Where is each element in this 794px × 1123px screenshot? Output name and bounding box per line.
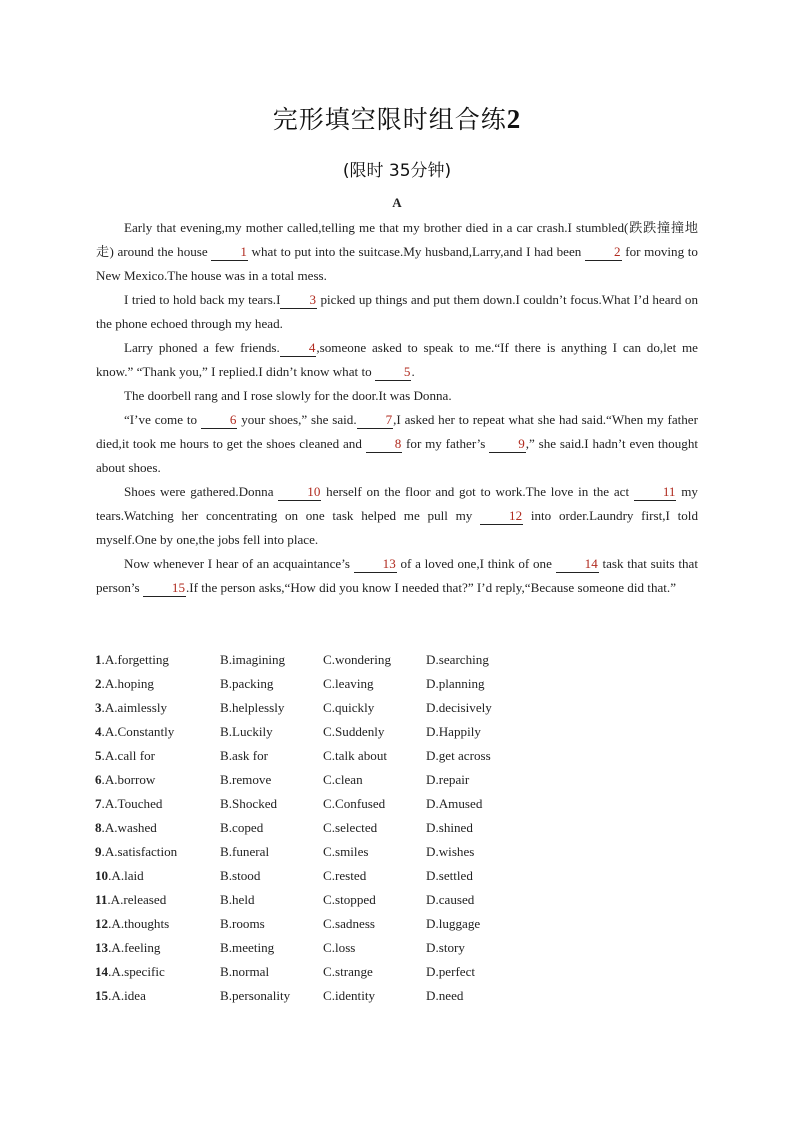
blank-5: 5 [375, 364, 412, 381]
blank-15: 15 [143, 580, 186, 597]
option-c: C.loss [323, 940, 356, 955]
question-number: 2 [95, 676, 102, 691]
question-row [95, 816, 536, 840]
option-c: C.stopped [323, 892, 376, 907]
option-b: B.coped [220, 820, 264, 835]
option-d: D.Amused [426, 796, 483, 811]
option-a: .A.washed [101, 820, 157, 835]
blank-13: 13 [354, 556, 397, 573]
section-label: A [392, 195, 402, 210]
option-b: B.Shocked [220, 796, 278, 811]
paragraph-1: Early that evening,my mother called,telling me that my brother died in a car crash.I stumbled(跌跌撞撞地走) around the house 1 what to put into the suitcase.My husband,Larry,and I had been 2 for moving to New Mexico.The house was in a total mess. [96, 220, 698, 283]
option-b: B.imagining [220, 652, 286, 667]
option-c: C.quickly [323, 700, 375, 715]
option-b: B.funeral [220, 844, 270, 859]
option-a: .A.Touched [101, 796, 163, 811]
question-number: 1 [95, 652, 102, 667]
paragraph-4: The doorbell rang and I rose slowly for the door.It was Donna. [124, 388, 452, 403]
option-c: C.clean [323, 772, 363, 787]
option-d: D.story [426, 940, 465, 955]
question-number: 6 [95, 772, 102, 787]
option-d: D.get across [426, 748, 491, 763]
option-c: C.Suddenly [323, 724, 385, 739]
option-d: D.wishes [426, 844, 475, 859]
option-c: C.wondering [323, 652, 392, 667]
option-c: C.rested [323, 868, 367, 883]
question-row [95, 720, 536, 744]
option-d: D.searching [426, 652, 489, 667]
blank-9: 9 [489, 436, 526, 453]
question-number: 13 [95, 940, 109, 955]
blank-6: 6 [201, 412, 238, 429]
option-a: .A.aimlessly [101, 700, 168, 715]
option-d: D.repair [426, 772, 470, 787]
option-b: B.rooms [220, 916, 265, 931]
option-a: .A.borrow [101, 772, 156, 787]
option-b: B.ask for [220, 748, 269, 763]
option-b: B.meeting [220, 940, 275, 955]
option-a: .A.released [107, 892, 167, 907]
option-d: D.perfect [426, 964, 476, 979]
paragraph-2: I tried to hold back my tears.I 3 picked up things and put them down.I couldn’t focus.What I’d heard on the phone echoed through my head. [96, 292, 698, 331]
question-row [95, 744, 536, 768]
option-a: .A.laid [108, 868, 144, 883]
option-a: .A.thoughts [108, 916, 170, 931]
question-number: 11 [95, 892, 108, 907]
option-a: .A.feeling [108, 940, 161, 955]
blank-3: 3 [280, 292, 317, 309]
option-a: .A.hoping [101, 676, 154, 691]
option-c: C.talk about [323, 748, 388, 763]
option-d: D.shined [426, 820, 473, 835]
question-number: 14 [95, 964, 109, 979]
title-text: 完形填空限时组合练 [272, 105, 507, 134]
option-b: B.normal [220, 964, 270, 979]
blank-1: 1 [211, 244, 248, 261]
question-number: 9 [95, 844, 102, 859]
option-d: D.planning [426, 676, 485, 691]
blank-10: 10 [278, 484, 321, 501]
title-number: 2 [506, 104, 522, 134]
question-row [95, 696, 536, 720]
question-number: 15 [95, 988, 109, 1003]
option-a: .A.satisfaction [101, 844, 178, 859]
option-d: D.need [426, 988, 464, 1003]
option-c: C.leaving [323, 676, 374, 691]
page-title [0, 100, 794, 136]
question-number: 5 [95, 748, 102, 763]
option-a: .A.call for [101, 748, 155, 763]
question-row [95, 792, 536, 816]
blank-2: 2 [585, 244, 622, 261]
option-c: C.strange [323, 964, 373, 979]
answer-options [95, 648, 536, 1008]
question-row [95, 912, 536, 936]
blank-7: 7 [357, 412, 394, 429]
paragraph-3: Larry phoned a few friends. 4,someone asked to speak to me.“If there is anything I can do,let me know.” “Thank you,” I replied.I didn’t know what to 5. [96, 340, 698, 379]
question-row [95, 840, 536, 864]
option-d: D.Happily [426, 724, 481, 739]
option-a: .A.Constantly [101, 724, 175, 739]
question-number: 7 [95, 796, 102, 811]
question-number: 10 [95, 868, 109, 883]
option-c: C.Confused [323, 796, 386, 811]
cloze-passage [96, 216, 698, 600]
question-row [95, 672, 536, 696]
option-a: .A.idea [108, 988, 146, 1003]
blank-4: 4 [280, 340, 317, 357]
blank-12: 12 [480, 508, 523, 525]
option-c: C.selected [323, 820, 378, 835]
option-b: B.helplessly [220, 700, 285, 715]
question-number: 8 [95, 820, 102, 835]
question-row [95, 648, 536, 672]
question-row [95, 936, 536, 960]
option-a: .A.specific [108, 964, 165, 979]
option-b: B.Luckily [220, 724, 273, 739]
blank-11: 11 [634, 484, 677, 501]
blank-8: 8 [366, 436, 403, 453]
option-d: D.decisively [426, 700, 492, 715]
option-d: D.caused [426, 892, 475, 907]
option-b: B.stood [220, 868, 261, 883]
time-limit: (限时 35分钟) [342, 161, 452, 181]
option-d: D.luggage [426, 916, 481, 931]
option-b: B.personality [220, 988, 291, 1003]
option-a: .A.forgetting [101, 652, 169, 667]
question-number: 4 [95, 724, 102, 739]
option-c: C.identity [323, 988, 376, 1003]
paragraph-6: Shoes were gathered.Donna 10 herself on the floor and got to work.The love in the act 11 my tears.Watching her concentrating on one task helped me pull my 12 into order.Laundry first,I told myself.One by one,the jobs fell into place. [96, 484, 698, 547]
question-row [95, 960, 536, 984]
option-b: B.packing [220, 676, 274, 691]
option-c: C.smiles [323, 844, 369, 859]
option-b: B.remove [220, 772, 272, 787]
question-number: 3 [95, 700, 102, 715]
question-row [95, 768, 536, 792]
option-c: C.sadness [323, 916, 376, 931]
option-b: B.held [220, 892, 255, 907]
blank-14: 14 [556, 556, 599, 573]
question-row [95, 888, 536, 912]
question-number: 12 [95, 916, 109, 931]
question-row [95, 984, 536, 1008]
question-row [95, 864, 536, 888]
paragraph-7: Now whenever I hear of an acquaintance’s 13 of a loved one,I think of one 14 task that suits that person’s 15.If the person asks,“How did you know I needed that?” I’d reply,“Because someone did that.” [96, 556, 699, 595]
option-d: D.settled [426, 868, 473, 883]
paragraph-5: “I’ve come to 6 your shoes,” she said. 7,I asked her to repeat what she had said.“When my father died,it took me hours to get the shoes cleaned and 8 for my father’s 9,” she said.I hadn’t even thought about shoes. [96, 412, 699, 475]
